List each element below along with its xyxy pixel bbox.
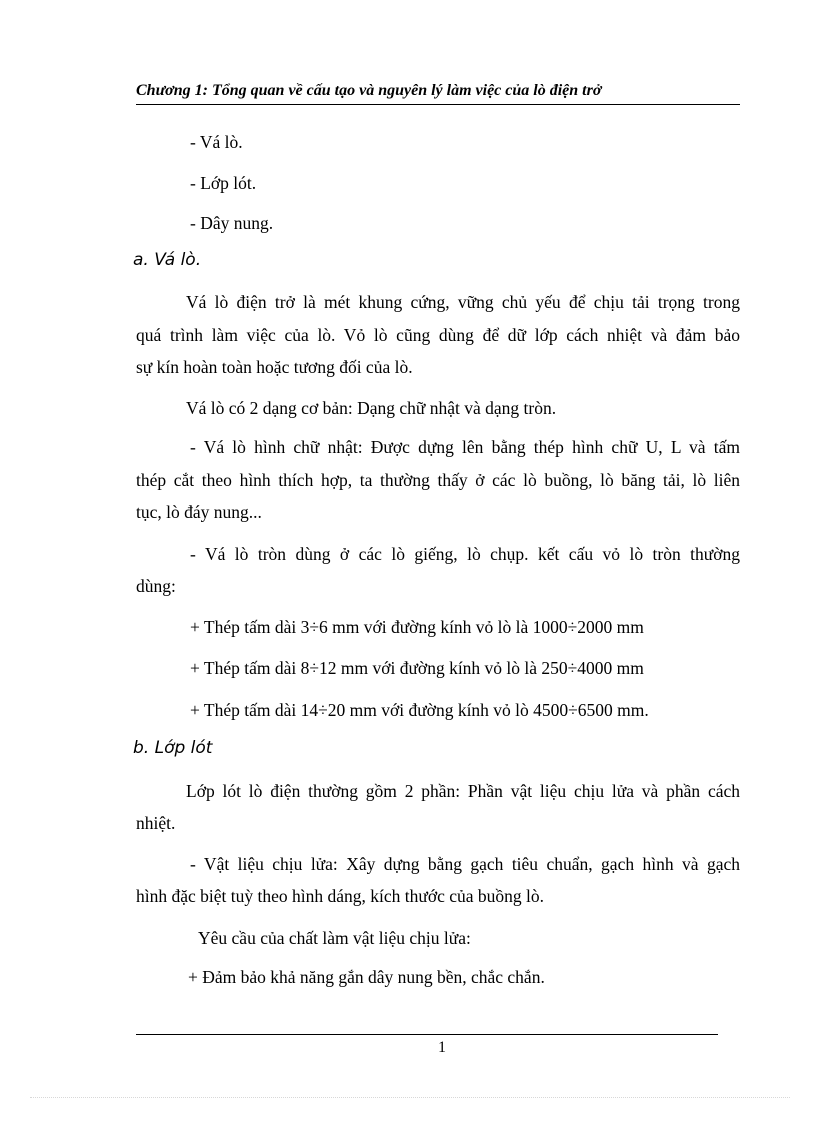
section-b-para1-line2: nhiệt. [136, 813, 176, 833]
footer-rule [136, 1034, 718, 1035]
section-a-para3-line3: tục, lò đáy nung... [136, 502, 262, 522]
list-item-lop-lot: - Lớp lót. [190, 173, 257, 193]
section-a-para3-line1: - Vá lò hình chữ nhật: Được dựng lên bằng thép hình chữ U, L và tấm [190, 437, 740, 457]
section-a-para1-line1: Vá lò điện trở là mét khung cứng, vững chủ yếu để chịu tải trọng trong [186, 292, 740, 312]
section-b-para2-line1: - Vật liệu chịu lửa: Xây dựng bằng gạch tiêu chuẩn, gạch hình và gạch [190, 854, 740, 874]
chapter-header: Chương 1: Tổng quan về cấu tạo và nguyên lý làm việc của lò điện trở [136, 82, 602, 99]
steel-spec-item: + Thép tấm dài 14÷20 mm với đường kính vỏ lò 4500÷6500 mm. [190, 700, 649, 720]
steel-spec-item: + Thép tấm dài 8÷12 mm với đường kính vỏ lò là 250÷4000 mm [190, 658, 644, 678]
section-b-para2-line2: hình đặc biệt tuỳ theo hình dáng, kích thước của buồng lò. [136, 886, 545, 906]
page-edge-divider [30, 1097, 790, 1098]
section-b-para3: Yêu cầu của chất làm vật liệu chịu lửa: [198, 928, 471, 948]
section-a-para2: Vá lò có 2 dạng cơ bản: Dạng chữ nhật và dạng tròn. [186, 398, 557, 418]
page-number: 1 [438, 1039, 446, 1056]
steel-spec-item: + Thép tấm dài 3÷6 mm với đường kính vỏ lò là 1000÷2000 mm [190, 617, 644, 637]
section-a-para4-line2: dùng: [136, 576, 176, 596]
section-a-para4-line1: - Vá lò tròn dùng ở các lò giếng, lò chụp. kết cấu vỏ lò tròn thường [190, 544, 740, 564]
header-rule [136, 104, 740, 105]
section-b-heading: b. Lớp lót [133, 738, 213, 758]
list-item-day-nung: - Dây nung. [190, 213, 274, 233]
section-a-para3-line2: thép cắt theo hình thích hợp, ta thường thấy ở các lò buồng, lò băng tải, lò liên [136, 470, 740, 490]
section-a-para1-line2: quá trình làm việc của lò. Vỏ lò cũng dùng để dữ lớp cách nhiệt và đảm bảo [136, 325, 740, 345]
section-b-para1-line1: Lớp lót lò điện thường gồm 2 phần: Phần vật liệu chịu lửa và phần cách [186, 781, 740, 801]
section-a-para1-line3: sự kín hoàn toàn hoặc tương đối của lò. [136, 357, 413, 377]
section-a-heading: a. Vá lò. [133, 250, 202, 270]
section-b-para4: + Đảm bảo khả năng gắn dây nung bền, chắc chắn. [188, 967, 545, 987]
list-item-va-lo: - Vá lò. [190, 132, 243, 152]
